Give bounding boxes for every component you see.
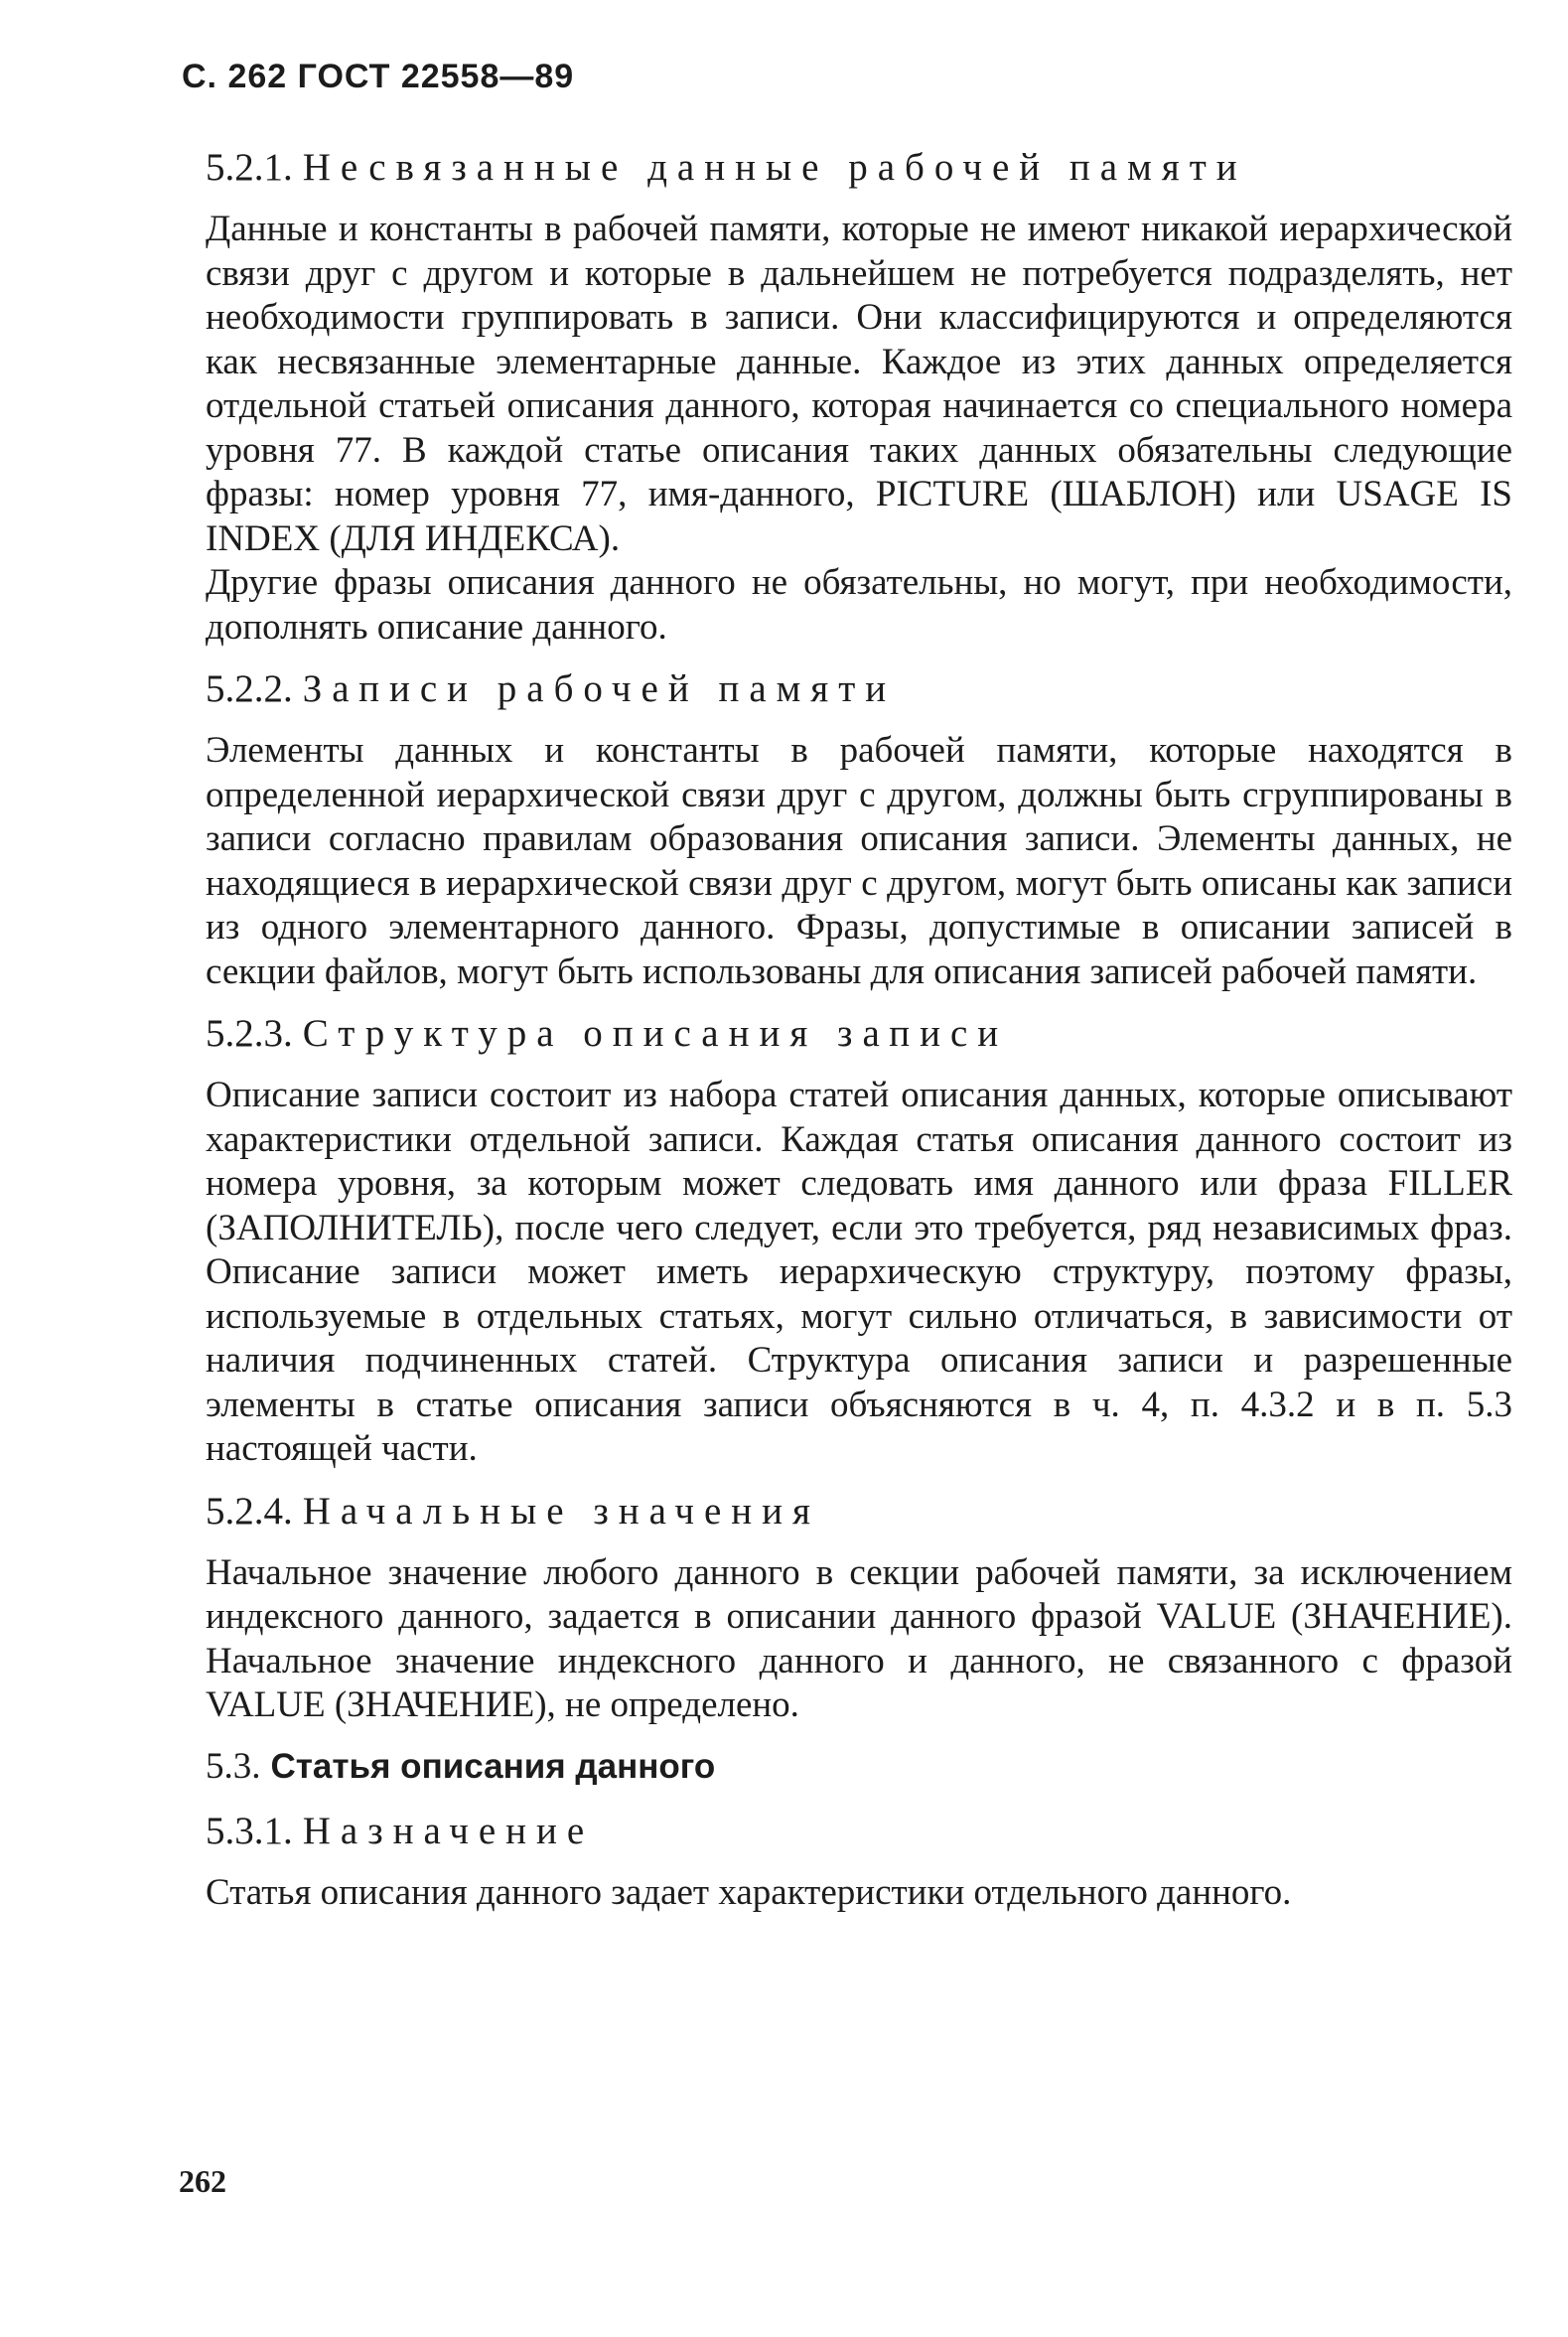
page-header: С. 262 ГОСТ 22558—89 — [182, 58, 575, 95]
section-title: Записи рабочей памяти — [302, 667, 897, 710]
section-title: Структура описания записи — [302, 1012, 1009, 1055]
section-body-5-2-1 — [206, 208, 1512, 650]
paragraph: Данные и константы в рабочей памяти, которые не имеют никакой иерархической связи друг с другом и которые в дальнейшем не потребуется подразделять, нет необходимости группировать в записи. Они классифицируются и определяются как несвязанные элементарные данные. Каждое из этих данных определяется отдельной статьей описания данного, которая начинается со специального номера уровня 77. В каждой статье описания таких данных обязательны следующие фразы: номер уровня 77, имя-данного, PICTURE (ШАБЛОН) или USAGE IS INDEX (ДЛЯ ИНДЕКСА). — [206, 209, 1512, 559]
page-number: 262 — [179, 2163, 226, 2199]
section-number: 5.2.1. — [206, 146, 293, 189]
section-number: 5.2.2. — [206, 667, 293, 710]
section-body-5-2-2 — [206, 729, 1512, 994]
section-heading-5-2-4 — [206, 1486, 1512, 1537]
paragraph: Описание записи состоит из набора статей описания данных, которые описывают характеристики отдельной записи. Каждая статья описания данного состоит из номера уровня, за которым может следовать имя данного или фраза FILLER (ЗАПОЛНИТЕЛЬ), после чего следует, если это требуется, ряд независимых фраз. Описание записи может иметь иерархическую структуру, поэтому фразы, используемые в отдельных статьях, могут сильно отличаться, в зависимости от наличия подчиненных статей. Структура описания записи и разрешенные элементы в статье описания записи объясняются в ч. 4, п. 4.3.2 и в п. 5.3 настоящей части. — [206, 1075, 1512, 1469]
section-heading-5-3-1 — [206, 1806, 1512, 1857]
paragraph: Элементы данных и константы в рабочей памяти, которые находятся в определенной иерархической связи друг с другом, должны быть сгруппированы в записи согласно правилам образования описания записи. Элементы данных, не находящиеся в иерархической связи друг с другом, могут быть описаны как записи из одного элементарного данного. Фразы, допустимые в описании записей в секции файлов, могут быть использованы для описания записей рабочей памяти. — [206, 730, 1512, 992]
section-heading-5-3 — [206, 1742, 1512, 1792]
paragraph: Статья описания данного задает характеристики отдельного данного. — [206, 1871, 1292, 1913]
section-title: Несвязанные данные рабочей памяти — [302, 146, 1247, 189]
paragraph: Другие фразы описания данного не обязательны, но могут, при необходимости, дополнять описание данного. — [206, 562, 1512, 648]
section-number: 5.3. — [206, 1745, 261, 1787]
section-title: Начальные значения — [302, 1489, 820, 1533]
section-number: 5.2.4. — [206, 1489, 293, 1533]
section-body-5-2-3 — [206, 1074, 1512, 1472]
section-body-5-3-1 — [206, 1871, 1512, 1916]
page-content — [206, 142, 1512, 1929]
section-number: 5.2.3. — [206, 1012, 293, 1055]
paragraph: Начальное значение любого данного в секции рабочей памяти, за исключением индексного данного, задается в описании данного фразой VALUE (ЗНАЧЕНИЕ). Начальное значение индексного данного и данного, не связанного с фразой VALUE (ЗНАЧЕНИЕ), не определено. — [206, 1551, 1512, 1725]
section-heading-5-2-2 — [206, 663, 1512, 715]
section-number: 5.3.1. — [206, 1809, 293, 1852]
section-title: Статья описания данного — [270, 1746, 716, 1786]
section-body-5-2-4 — [206, 1551, 1512, 1728]
section-title: Назначение — [302, 1809, 595, 1852]
section-heading-5-2-3 — [206, 1008, 1512, 1060]
section-heading-5-2-1 — [206, 142, 1512, 194]
